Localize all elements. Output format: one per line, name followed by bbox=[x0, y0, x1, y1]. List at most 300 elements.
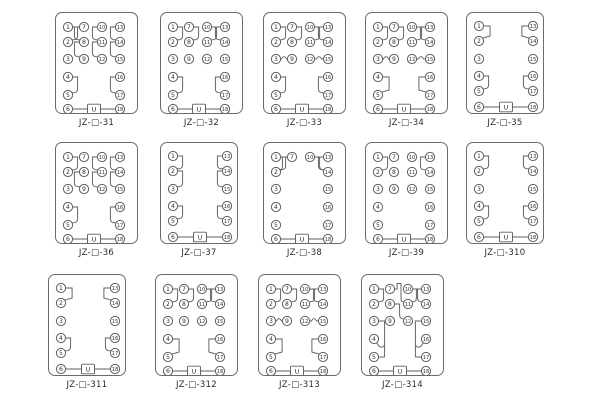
svg-text:11: 11 bbox=[404, 302, 412, 309]
schematic-jz-314 bbox=[362, 275, 443, 375]
svg-text:3: 3 bbox=[477, 186, 481, 194]
terminal-6 bbox=[266, 366, 275, 375]
terminal-9 bbox=[179, 316, 188, 325]
terminal-16 bbox=[222, 201, 231, 210]
contact-link-7-8 bbox=[193, 27, 199, 40]
svg-text:1: 1 bbox=[166, 286, 170, 294]
terminal-1 bbox=[63, 22, 72, 31]
svg-text:1: 1 bbox=[66, 154, 70, 162]
terminal-1 bbox=[373, 152, 382, 161]
svg-text:15: 15 bbox=[324, 187, 332, 194]
terminal-16 bbox=[323, 202, 332, 211]
contact-link-4-5 bbox=[483, 76, 489, 89]
terminal-12 bbox=[300, 316, 309, 325]
terminal-2 bbox=[369, 299, 378, 308]
svg-text:5: 5 bbox=[376, 92, 380, 100]
terminal-15 bbox=[528, 54, 537, 63]
terminal-15 bbox=[425, 184, 434, 193]
svg-text:18: 18 bbox=[426, 107, 434, 113]
terminal-6 bbox=[168, 104, 177, 113]
terminal-2 bbox=[168, 37, 177, 46]
diagram-label: JZ-□-310 bbox=[484, 248, 526, 258]
terminal-11 bbox=[407, 37, 416, 46]
terminal-16 bbox=[528, 201, 537, 210]
svg-text:18: 18 bbox=[324, 107, 332, 113]
terminal-4 bbox=[373, 202, 382, 211]
svg-text:3: 3 bbox=[171, 56, 175, 64]
terminal-7 bbox=[79, 22, 88, 31]
svg-text:6: 6 bbox=[274, 106, 278, 113]
svg-text:13: 13 bbox=[529, 24, 537, 31]
contact-link-14-15 bbox=[110, 42, 116, 57]
svg-text:2: 2 bbox=[171, 168, 175, 176]
relay-diagram-jz-39 bbox=[365, 142, 448, 244]
svg-text:13: 13 bbox=[426, 155, 434, 162]
svg-text:13: 13 bbox=[116, 25, 124, 32]
terminal-2 bbox=[56, 298, 65, 307]
svg-text:13: 13 bbox=[216, 287, 224, 294]
svg-text:13: 13 bbox=[221, 25, 229, 32]
contact-link-16-17 bbox=[209, 339, 217, 354]
svg-text:18: 18 bbox=[529, 105, 537, 112]
svg-text:6: 6 bbox=[477, 104, 481, 112]
svg-text:4: 4 bbox=[171, 74, 175, 82]
terminal-3 bbox=[168, 184, 177, 193]
terminal-5 bbox=[271, 90, 280, 99]
svg-text:3: 3 bbox=[376, 186, 380, 194]
terminal-7 bbox=[385, 284, 394, 293]
svg-text:14: 14 bbox=[319, 302, 327, 309]
terminal-9 bbox=[282, 316, 291, 325]
svg-text:12: 12 bbox=[98, 57, 106, 64]
svg-text:8: 8 bbox=[388, 301, 392, 309]
svg-text:17: 17 bbox=[216, 355, 224, 362]
terminal-4 bbox=[271, 202, 280, 211]
terminal-3 bbox=[474, 54, 483, 63]
terminal-6 bbox=[63, 234, 72, 243]
terminal-17 bbox=[115, 220, 124, 229]
terminal-1 bbox=[168, 151, 177, 160]
terminal-5 bbox=[369, 352, 378, 361]
svg-text:6: 6 bbox=[171, 106, 175, 113]
terminal-6 bbox=[63, 104, 72, 113]
terminal-18 bbox=[425, 104, 434, 113]
terminal-17 bbox=[215, 352, 224, 361]
svg-text:2: 2 bbox=[166, 301, 170, 309]
terminal-1 bbox=[474, 151, 483, 160]
terminal-4 bbox=[163, 334, 172, 343]
coil-label: U bbox=[401, 235, 407, 243]
terminal-5 bbox=[63, 90, 72, 99]
svg-text:3: 3 bbox=[66, 56, 70, 64]
svg-text:9: 9 bbox=[187, 56, 191, 64]
svg-text:1: 1 bbox=[59, 285, 63, 293]
svg-text:16: 16 bbox=[422, 337, 430, 344]
terminal-10 bbox=[407, 22, 416, 31]
terminal-15 bbox=[110, 316, 119, 325]
svg-text:13: 13 bbox=[426, 25, 434, 32]
terminal-12 bbox=[305, 54, 314, 63]
svg-text:17: 17 bbox=[111, 351, 119, 358]
terminal-7 bbox=[79, 152, 88, 161]
svg-text:9: 9 bbox=[182, 318, 186, 326]
svg-text:4: 4 bbox=[171, 203, 175, 211]
terminal-3 bbox=[474, 184, 483, 193]
svg-text:8: 8 bbox=[82, 169, 86, 177]
terminal-17 bbox=[425, 90, 434, 99]
svg-text:17: 17 bbox=[324, 223, 332, 230]
svg-text:16: 16 bbox=[529, 204, 537, 211]
svg-text:15: 15 bbox=[216, 319, 224, 326]
schematic-jz-32 bbox=[161, 13, 242, 113]
svg-text:13: 13 bbox=[324, 155, 332, 162]
svg-text:15: 15 bbox=[116, 187, 124, 194]
terminal-8 bbox=[79, 167, 88, 176]
coil-label: U bbox=[299, 105, 305, 113]
terminal-16 bbox=[110, 333, 119, 342]
contact-link-3-9 bbox=[383, 57, 390, 59]
svg-text:2: 2 bbox=[274, 39, 278, 47]
svg-text:15: 15 bbox=[116, 57, 124, 64]
relay-diagram-jz-311 bbox=[48, 274, 126, 376]
svg-text:17: 17 bbox=[116, 93, 124, 100]
terminal-6 bbox=[474, 102, 483, 111]
contact-link-4-5 bbox=[382, 77, 390, 92]
terminal-3 bbox=[373, 54, 382, 63]
terminal-12 bbox=[197, 316, 206, 325]
contact-link-8-9 bbox=[74, 172, 80, 187]
terminal-12 bbox=[202, 54, 211, 63]
svg-text:4: 4 bbox=[66, 74, 70, 82]
schematic-jz-310 bbox=[467, 143, 543, 243]
svg-text:9: 9 bbox=[82, 186, 86, 194]
svg-text:5: 5 bbox=[274, 92, 278, 100]
terminal-5 bbox=[373, 90, 382, 99]
contact-link-16-17 bbox=[105, 338, 111, 351]
svg-text:3: 3 bbox=[269, 318, 273, 326]
contact-link-1-2 bbox=[280, 27, 286, 40]
svg-text:6: 6 bbox=[66, 106, 70, 113]
svg-text:1: 1 bbox=[274, 24, 278, 32]
terminal-16 bbox=[318, 334, 327, 343]
svg-text:18: 18 bbox=[426, 237, 434, 243]
diagram-label: JZ-□-39 bbox=[388, 248, 425, 258]
terminal-17 bbox=[421, 352, 430, 361]
terminal-14 bbox=[323, 167, 332, 176]
terminal-16 bbox=[220, 72, 229, 81]
svg-text:5: 5 bbox=[171, 218, 175, 226]
terminal-16 bbox=[425, 202, 434, 211]
svg-text:11: 11 bbox=[408, 170, 416, 177]
contact-link-1-2 bbox=[382, 27, 388, 40]
terminal-15 bbox=[115, 184, 124, 193]
terminal-3 bbox=[271, 184, 280, 193]
svg-text:9: 9 bbox=[82, 56, 86, 64]
terminal-15 bbox=[528, 184, 537, 193]
contact-link-4 bbox=[377, 343, 385, 348]
contact-link-16-17 bbox=[110, 207, 116, 223]
svg-text:6: 6 bbox=[376, 236, 380, 243]
svg-text:4: 4 bbox=[477, 73, 481, 81]
terminal-16 bbox=[323, 72, 332, 81]
contact-link-1-2 bbox=[378, 289, 384, 302]
relay-diagram-jz-34 bbox=[365, 12, 448, 114]
terminal-6 bbox=[168, 232, 177, 241]
terminal-5 bbox=[163, 352, 172, 361]
contact-link-4-5 bbox=[177, 206, 183, 219]
contact-link-7-8 bbox=[398, 27, 404, 40]
svg-text:4: 4 bbox=[166, 336, 170, 344]
svg-text:2: 2 bbox=[171, 39, 175, 47]
contact-link-1-2 bbox=[382, 157, 388, 170]
terminal-15 bbox=[323, 184, 332, 193]
svg-text:13: 13 bbox=[319, 287, 327, 294]
svg-text:10: 10 bbox=[306, 25, 314, 32]
svg-text:6: 6 bbox=[166, 368, 170, 375]
svg-text:14: 14 bbox=[426, 170, 434, 177]
svg-text:5: 5 bbox=[59, 350, 63, 358]
svg-text:3: 3 bbox=[274, 56, 278, 64]
svg-text:1: 1 bbox=[477, 153, 481, 161]
contact-link-8-9 bbox=[74, 42, 80, 57]
relay-diagram-jz-310 bbox=[466, 142, 544, 244]
contact-link-1-2 bbox=[177, 27, 183, 40]
terminal-8 bbox=[282, 299, 291, 308]
terminal-7 bbox=[282, 284, 291, 293]
terminal-5 bbox=[373, 220, 382, 229]
svg-text:16: 16 bbox=[426, 205, 434, 212]
coil-label: U bbox=[299, 235, 305, 243]
contact-link-10-14 bbox=[413, 289, 423, 302]
terminal-5 bbox=[266, 352, 275, 361]
svg-text:12: 12 bbox=[408, 187, 416, 194]
terminal-14 bbox=[425, 167, 434, 176]
svg-text:7: 7 bbox=[392, 154, 396, 162]
svg-text:18: 18 bbox=[529, 235, 537, 242]
svg-text:8: 8 bbox=[290, 39, 294, 47]
diagram-label: JZ-□-313 bbox=[279, 380, 320, 390]
terminal-9 bbox=[79, 184, 88, 193]
terminal-10 bbox=[403, 284, 412, 293]
terminal-17 bbox=[115, 90, 124, 99]
terminal-8 bbox=[79, 37, 88, 46]
coil-label: U bbox=[91, 235, 97, 243]
svg-text:10: 10 bbox=[408, 155, 416, 162]
svg-text:14: 14 bbox=[221, 40, 229, 47]
relay-diagram-jz-33 bbox=[263, 12, 346, 114]
contact-link-3-9 bbox=[281, 57, 288, 59]
terminal-18 bbox=[115, 104, 124, 113]
terminal-3 bbox=[63, 184, 72, 193]
svg-text:5: 5 bbox=[269, 354, 273, 362]
terminal-7 bbox=[179, 284, 188, 293]
contact-link-1-2 bbox=[72, 157, 78, 170]
svg-text:1: 1 bbox=[477, 23, 481, 31]
relay-diagram-jz-314 bbox=[361, 274, 444, 376]
svg-text:6: 6 bbox=[269, 368, 273, 375]
svg-text:17: 17 bbox=[223, 219, 231, 226]
diagram-label: JZ-□-31 bbox=[78, 118, 115, 128]
svg-text:6: 6 bbox=[274, 236, 278, 243]
terminal-12 bbox=[97, 54, 106, 63]
svg-text:3: 3 bbox=[477, 56, 481, 64]
svg-text:2: 2 bbox=[477, 38, 481, 46]
svg-text:10: 10 bbox=[98, 25, 106, 32]
svg-text:4: 4 bbox=[372, 336, 376, 344]
terminal-6 bbox=[56, 364, 65, 373]
contact-link-10-11 bbox=[92, 27, 98, 40]
svg-text:2: 2 bbox=[269, 301, 273, 309]
diagram-label: JZ-□-33 bbox=[286, 118, 323, 128]
terminal-4 bbox=[168, 201, 177, 210]
svg-text:5: 5 bbox=[477, 218, 481, 226]
terminal-3 bbox=[56, 316, 65, 325]
svg-text:16: 16 bbox=[221, 75, 229, 82]
svg-text:18: 18 bbox=[116, 107, 124, 113]
svg-text:10: 10 bbox=[301, 287, 309, 294]
svg-text:3: 3 bbox=[274, 186, 278, 194]
svg-text:4: 4 bbox=[274, 204, 278, 212]
terminal-18 bbox=[421, 366, 430, 375]
svg-text:14: 14 bbox=[116, 170, 124, 177]
contact-link-7-11 bbox=[395, 284, 405, 302]
terminal-5 bbox=[63, 220, 72, 229]
terminal-13 bbox=[318, 284, 327, 293]
coil-label: U bbox=[85, 365, 91, 374]
terminal-9 bbox=[79, 54, 88, 63]
terminal-3 bbox=[271, 54, 280, 63]
svg-text:4: 4 bbox=[269, 336, 273, 344]
terminal-2 bbox=[474, 36, 483, 45]
svg-text:14: 14 bbox=[422, 302, 430, 309]
terminal-17 bbox=[425, 220, 434, 229]
terminal-5 bbox=[168, 90, 177, 99]
svg-text:7: 7 bbox=[182, 286, 186, 294]
coil-label: U bbox=[503, 233, 509, 242]
terminal-7 bbox=[389, 22, 398, 31]
svg-text:5: 5 bbox=[66, 92, 70, 100]
relay-diagram-jz-36 bbox=[55, 142, 138, 244]
svg-text:1: 1 bbox=[372, 286, 376, 294]
coil-label: U bbox=[294, 367, 300, 375]
relay-diagram-jz-37 bbox=[160, 142, 238, 244]
terminal-11 bbox=[407, 167, 416, 176]
svg-text:14: 14 bbox=[426, 40, 434, 47]
terminal-5 bbox=[271, 220, 280, 229]
contact-link-7-2 bbox=[280, 157, 288, 170]
svg-text:12: 12 bbox=[306, 57, 314, 64]
contact-link-11-12 bbox=[92, 172, 98, 187]
svg-text:5: 5 bbox=[166, 354, 170, 362]
terminal-4 bbox=[168, 72, 177, 81]
terminal-14 bbox=[528, 36, 537, 45]
terminal-15 bbox=[323, 54, 332, 63]
terminal-18 bbox=[323, 104, 332, 113]
diagram-label: JZ-□-311 bbox=[66, 380, 108, 390]
terminal-8 bbox=[389, 167, 398, 176]
svg-text:15: 15 bbox=[111, 319, 119, 326]
svg-text:16: 16 bbox=[426, 75, 434, 82]
diagram-label: JZ-□-37 bbox=[181, 248, 217, 258]
svg-text:9: 9 bbox=[290, 56, 294, 64]
svg-text:17: 17 bbox=[426, 93, 434, 100]
terminal-2 bbox=[63, 37, 72, 46]
svg-text:13: 13 bbox=[116, 155, 124, 162]
terminal-13 bbox=[110, 283, 119, 292]
svg-text:1: 1 bbox=[66, 24, 70, 32]
terminal-1 bbox=[266, 284, 275, 293]
terminal-3 bbox=[163, 316, 172, 325]
terminal-18 bbox=[220, 104, 229, 113]
terminal-16 bbox=[528, 71, 537, 80]
terminal-6 bbox=[369, 366, 378, 375]
svg-text:18: 18 bbox=[111, 367, 119, 374]
diagram-label: JZ-□-34 bbox=[388, 118, 425, 128]
terminal-18 bbox=[425, 234, 434, 243]
terminal-9 bbox=[184, 54, 193, 63]
svg-text:3: 3 bbox=[66, 186, 70, 194]
svg-text:15: 15 bbox=[221, 57, 229, 64]
svg-text:8: 8 bbox=[285, 301, 289, 309]
terminal-2 bbox=[271, 167, 280, 176]
terminal-1 bbox=[373, 22, 382, 31]
svg-text:10: 10 bbox=[203, 25, 211, 32]
terminal-17 bbox=[220, 90, 229, 99]
terminal-9 bbox=[389, 54, 398, 63]
terminal-4 bbox=[474, 201, 483, 210]
terminal-2 bbox=[168, 166, 177, 175]
terminal-13 bbox=[323, 152, 332, 161]
svg-text:17: 17 bbox=[319, 355, 327, 362]
schematic-jz-37 bbox=[161, 143, 237, 243]
terminal-4 bbox=[474, 71, 483, 80]
svg-text:1: 1 bbox=[269, 286, 273, 294]
coil-label: U bbox=[397, 367, 403, 375]
terminal-6 bbox=[271, 104, 280, 113]
schematic-jz-33 bbox=[264, 13, 345, 113]
contact-link-3-9 bbox=[276, 319, 283, 321]
svg-text:5: 5 bbox=[376, 222, 380, 230]
coil-label: U bbox=[196, 105, 202, 113]
svg-text:18: 18 bbox=[422, 369, 430, 375]
svg-text:8: 8 bbox=[392, 39, 396, 47]
contact-link-10-11 bbox=[92, 157, 98, 170]
relay-diagram-jz-31 bbox=[55, 12, 138, 114]
svg-text:12: 12 bbox=[408, 57, 416, 64]
diagram-label: JZ-□-35 bbox=[487, 118, 523, 128]
contact-link-1-2 bbox=[177, 156, 183, 169]
terminal-5 bbox=[474, 216, 483, 225]
terminal-18 bbox=[528, 102, 537, 111]
svg-text:15: 15 bbox=[223, 187, 231, 194]
svg-text:14: 14 bbox=[216, 302, 224, 309]
svg-text:9: 9 bbox=[392, 56, 396, 64]
terminal-11 bbox=[403, 299, 412, 308]
diagram-label: JZ-□-314 bbox=[382, 380, 423, 390]
terminal-14 bbox=[425, 37, 434, 46]
terminal-14 bbox=[110, 298, 119, 307]
svg-text:18: 18 bbox=[324, 237, 332, 243]
contact-link-15-17 bbox=[415, 321, 421, 357]
contact-link-4-5 bbox=[483, 206, 489, 219]
terminal-5 bbox=[474, 86, 483, 95]
svg-text:10: 10 bbox=[306, 155, 314, 162]
svg-text:17: 17 bbox=[221, 93, 229, 100]
terminal-18 bbox=[323, 234, 332, 243]
svg-text:2: 2 bbox=[66, 169, 70, 177]
terminal-4 bbox=[266, 334, 275, 343]
contact-link-13-14 bbox=[110, 27, 116, 40]
